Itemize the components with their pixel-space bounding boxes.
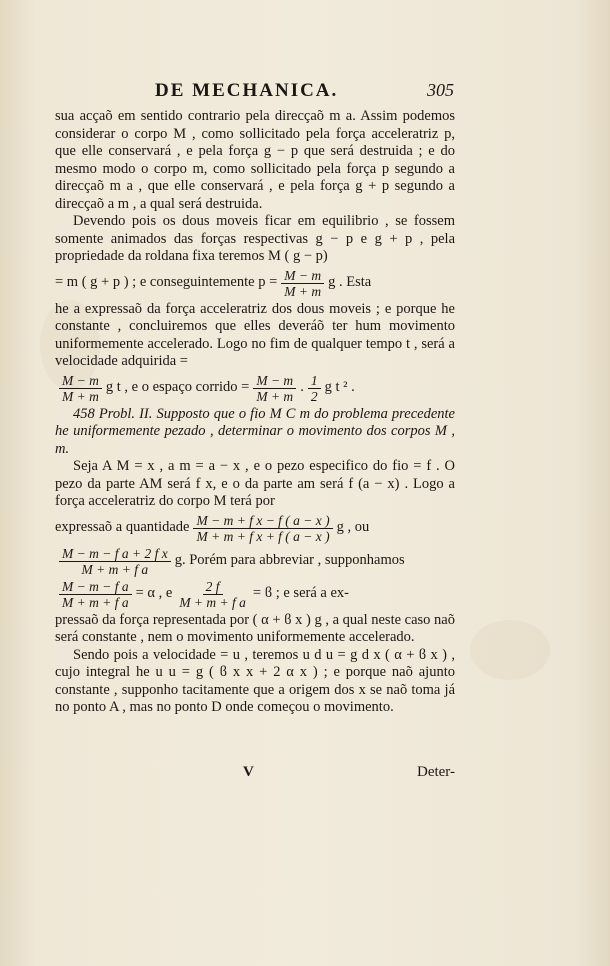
denominator: M + m + f a bbox=[179, 594, 246, 610]
equation-text: g t ² . bbox=[324, 379, 355, 396]
paper-stain bbox=[470, 620, 550, 680]
paragraph: pressaõ da força representada por ( α + ϐ x ) g , a qual neste caso naõ será constante , nem o movimento uniformemente accelerado. bbox=[55, 611, 455, 645]
equation-text: . bbox=[300, 379, 304, 396]
paragraph: he a expressaõ da força acceleratriz dos dous moveis ; e porque he constante , concluiremos que elles deveráõ ter hum movimento uniformemente accelerado. Logo no fim de qualquer tempo t , será a velocidade adquirida = bbox=[55, 300, 455, 369]
equation-line bbox=[55, 513, 455, 544]
numerator: 2 f bbox=[203, 579, 223, 595]
equation-text: = m ( g + p ) ; e conseguintemente p = bbox=[55, 274, 278, 291]
running-head: DE MECHANICA. bbox=[155, 80, 339, 101]
catchword: Deter- bbox=[416, 764, 455, 780]
page-number: 305 bbox=[427, 80, 454, 100]
paragraph: Devendo pois os dous moveis ficar em equilibrio , se fossem somente animados das forças respectivas g − p e g + p , pela propriedade da roldana fixa teremos M ( g − p) bbox=[55, 213, 455, 264]
equation-line bbox=[55, 268, 455, 299]
equation-text: = α , e bbox=[135, 585, 173, 602]
equation-line bbox=[55, 546, 455, 577]
page-footer bbox=[55, 764, 455, 786]
paragraph: Seja A M = x , a m = a − x , e o pezo especifico do fio = f . O pezo da parte AM será f x, e o da parte am será f (a − x) . Logo a força acceleratriz do corpo M terá por bbox=[55, 458, 455, 509]
numerator: 1 bbox=[308, 373, 321, 389]
fraction bbox=[59, 546, 171, 577]
paragraph: sua acçaõ em sentido contrario pela direcçaõ m a. Assim podemos considerar o corpo M , como sollicitado pela força acceleratriz p, que elle conservará , e pela força g − p que será destruida ; e do mesmo modo o corpo m, como sollicitado pela força p segundo a direcçaõ m a , que elle conservará , e pela força g + p segundo a direcçaõ a m , a qual será destruida. bbox=[55, 108, 455, 212]
signature-mark: V bbox=[243, 764, 254, 780]
denominator: M + m bbox=[284, 283, 322, 299]
denominator: M + m + f x + f ( a − x ) bbox=[196, 528, 330, 544]
equation-line bbox=[55, 579, 455, 610]
numerator: M − m bbox=[59, 373, 102, 389]
equation-text: g t , e o espaço corrido = bbox=[105, 379, 250, 396]
fraction bbox=[59, 373, 102, 404]
paragraph: Sendo pois a velocidade = u , teremos u d u = g d x ( α + ϐ x ) , cujo integral he u u = g ( ϐ x x + 2 α x ) ; e porque naõ ajunto constante , supponho tacitamente que a origem dos x se naõ toma já no ponto A , mas no ponto D onde começou o movimento. bbox=[55, 646, 455, 715]
denominator: M + m bbox=[256, 388, 294, 404]
fraction bbox=[253, 373, 296, 404]
equation-text: expressaõ a quantidade bbox=[55, 519, 190, 536]
numerator: M − m + f x − f ( a − x ) bbox=[193, 513, 332, 529]
denominator: 2 bbox=[310, 388, 318, 404]
equation-text: = ϐ ; e será a ex- bbox=[252, 585, 349, 602]
numerator: M − m − f a + 2 f x bbox=[59, 546, 171, 562]
fraction bbox=[308, 373, 321, 404]
page-header bbox=[55, 78, 455, 104]
fraction bbox=[193, 513, 332, 544]
body-text bbox=[55, 108, 455, 717]
numerator: M − m − f a bbox=[59, 579, 132, 595]
problem-statement: 458 Probl. II. Supposto que o fio M C m do problema precedente he uniformemente pezado , determinar o movimento dos corpos M , m. bbox=[55, 405, 455, 457]
denominator: M + m + f a bbox=[62, 594, 129, 610]
numerator: M − m bbox=[281, 268, 324, 284]
denominator: M + m bbox=[62, 388, 99, 404]
equation-line bbox=[55, 373, 455, 404]
equation-text: g. Porém para abbreviar , supponhamos bbox=[174, 552, 405, 569]
equation-text: g , ou bbox=[336, 519, 370, 536]
fraction bbox=[281, 268, 324, 299]
denominator: M + m + f a bbox=[81, 561, 149, 577]
numerator: M − m bbox=[253, 373, 296, 389]
equation-text: g . Esta bbox=[328, 274, 372, 291]
fraction bbox=[59, 579, 132, 610]
fraction bbox=[176, 579, 249, 610]
